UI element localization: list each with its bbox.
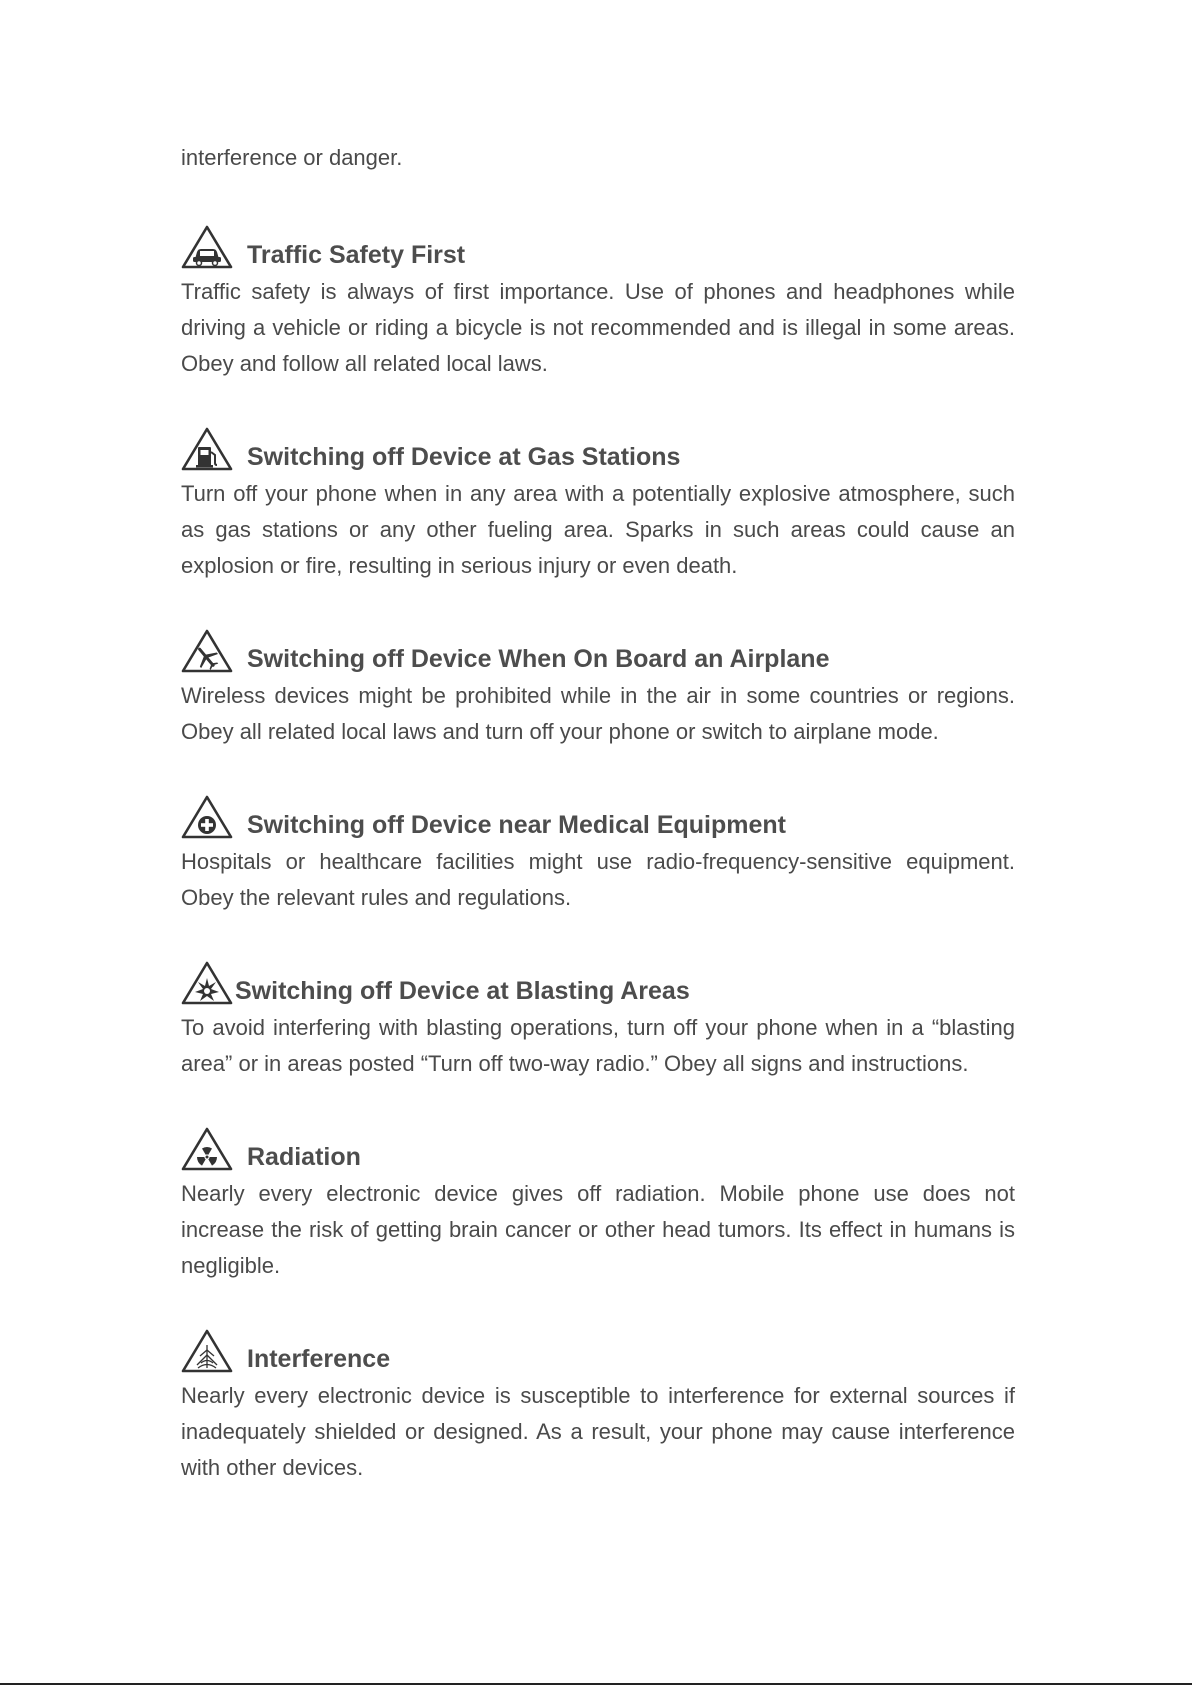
section-header bbox=[181, 1326, 1015, 1374]
section-header bbox=[181, 424, 1015, 472]
section-title: Switching off Device When On Board an Airplane bbox=[247, 645, 830, 673]
section-interference bbox=[181, 1326, 1015, 1486]
section-body: Hospitals or healthcare facilities might use radio-frequency-sensitive equipment. Obey the relevant rules and regulations. bbox=[181, 849, 1015, 910]
section-title: Switching off Device at Gas Stations bbox=[247, 443, 681, 471]
section-body: Wireless devices might be prohibited while in the air in some countries or regions. Obey all related local laws and turn off your phone or switch to airplane mode. bbox=[181, 683, 1015, 744]
section-medical-equipment bbox=[181, 792, 1015, 916]
section-body: To avoid interfering with blasting operations, turn off your phone when in a “blasting area” or in areas posted “Turn off two-way radio.” Obey all signs and instructions. bbox=[181, 1015, 1015, 1076]
section-title: Radiation bbox=[247, 1143, 361, 1171]
section-title: Interference bbox=[247, 1345, 391, 1373]
gas-station-warning-icon bbox=[181, 426, 233, 472]
section-header bbox=[181, 958, 1015, 1006]
interference-warning-icon bbox=[181, 1328, 233, 1374]
airplane-warning-icon bbox=[181, 628, 233, 674]
section-gas-stations bbox=[181, 424, 1015, 584]
manual-page bbox=[181, 140, 1015, 1528]
section-body: Nearly every electronic device gives off radiation. Mobile phone use does not increase the risk of getting brain cancer or other head tumors. Its effect in humans is negligible. bbox=[181, 1181, 1015, 1278]
section-header bbox=[181, 222, 1015, 270]
section-body: Nearly every electronic device is susceptible to interference for external sources if inadequately shielded or designed. As a result, your phone may cause interference with other devices. bbox=[181, 1383, 1015, 1480]
section-radiation bbox=[181, 1124, 1015, 1284]
section-header bbox=[181, 1124, 1015, 1172]
car-warning-icon bbox=[181, 224, 233, 270]
section-body: Turn off your phone when in any area with a potentially explosive atmosphere, such as gas stations or any other fueling area. Sparks in such areas could cause an explosion or fire, resulting in serious injury or even death. bbox=[181, 481, 1015, 578]
section-title: Switching off Device near Medical Equipment bbox=[247, 811, 786, 839]
blasting-warning-icon bbox=[181, 960, 233, 1006]
intro-text: interference or danger. bbox=[181, 145, 403, 170]
radiation-warning-icon bbox=[181, 1126, 233, 1172]
section-header bbox=[181, 626, 1015, 674]
section-blasting-areas bbox=[181, 958, 1015, 1082]
section-title: Traffic Safety First bbox=[247, 241, 466, 269]
section-title: Switching off Device at Blasting Areas bbox=[235, 977, 690, 1005]
section-header bbox=[181, 792, 1015, 840]
section-body: Traffic safety is always of first importance. Use of phones and headphones while driving a vehicle or riding a bicycle is not recommended and is illegal in some areas. Obey and follow all related local laws. bbox=[181, 279, 1015, 376]
section-traffic-safety bbox=[181, 222, 1015, 382]
medical-warning-icon bbox=[181, 794, 233, 840]
section-airplane bbox=[181, 626, 1015, 750]
